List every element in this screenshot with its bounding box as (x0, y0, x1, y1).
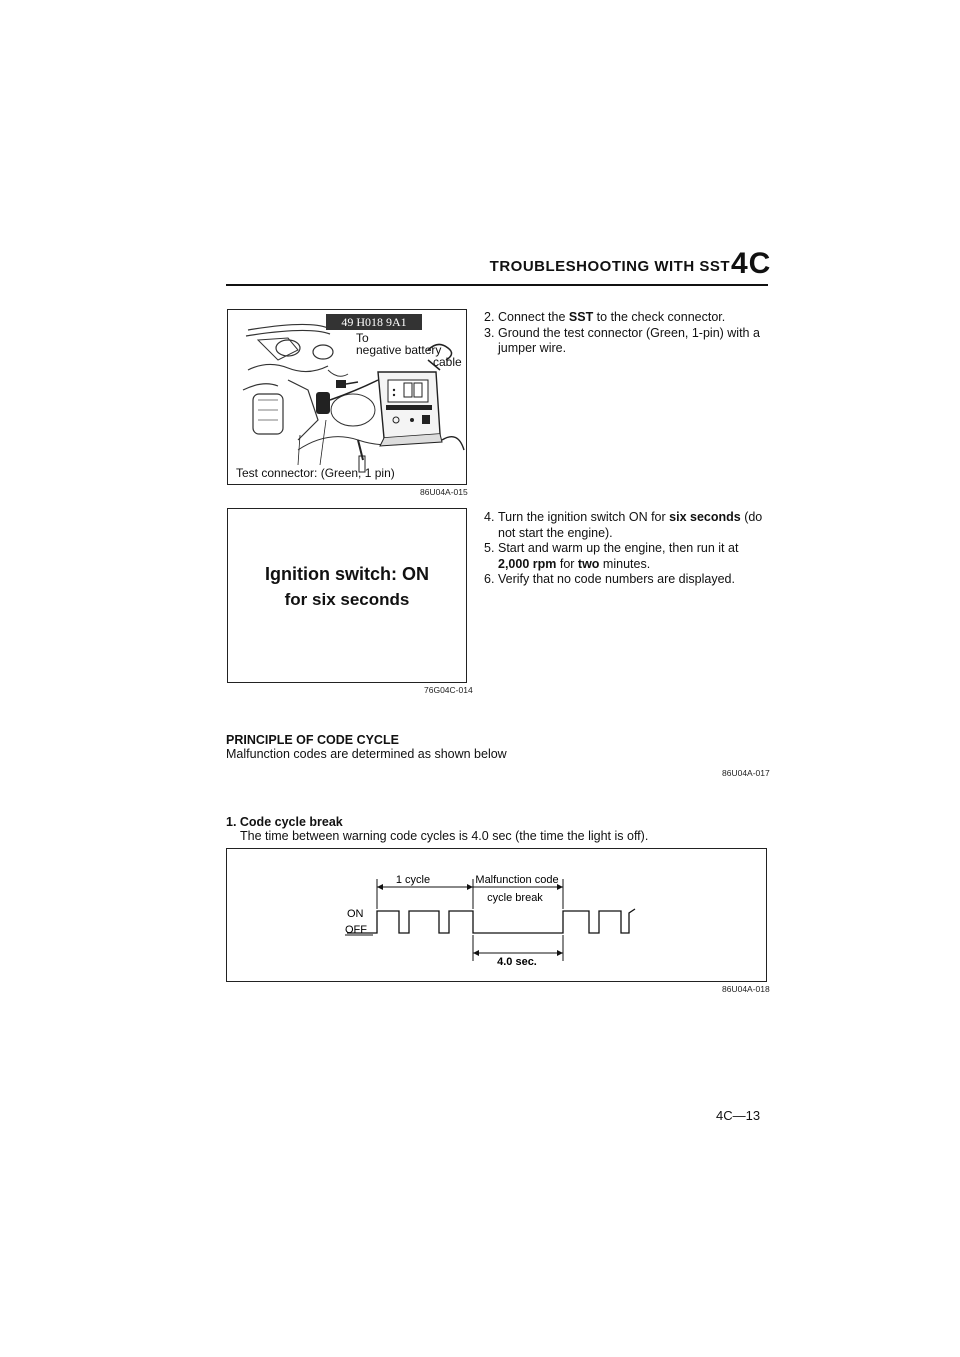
label-cycle-break: cycle break (487, 892, 543, 904)
header-title: TROUBLESHOOTING WITH SST (489, 258, 730, 275)
label-off: OFF (345, 924, 367, 936)
signal-waveform (347, 909, 635, 933)
figure-code-cycle-waveform (226, 848, 767, 982)
waveform-diagram (227, 849, 768, 983)
subsection-description: The time between warning code cycles is 4.0 sec (the time the light is off). (240, 829, 649, 843)
figure1-code: 86U04A-015 (420, 487, 468, 497)
header-rule (226, 284, 768, 286)
page-number: 4C—13 (716, 1108, 761, 1123)
step-6: 6. Verify that no code numbers are displayed. (484, 572, 735, 586)
step-3: 3. Ground the test connector (Green, 1-pin) with a jumper wire. (484, 325, 760, 355)
section-code: 86U04A-017 (722, 768, 770, 778)
step-2: 2. Connect the SST to the check connector. (484, 310, 726, 324)
cable-label-line1: To (356, 331, 369, 345)
label-malfunction-code: Malfunction code (475, 874, 559, 886)
figure-sst-connection (227, 309, 467, 485)
section-subtitle: Malfunction codes are determined as shown below (226, 747, 507, 761)
step-5: 5. Start and warm up the engine, then run it at 2,000 rpm for two minutes. (484, 541, 739, 571)
label-4-sec: 4.0 sec. (497, 956, 537, 968)
section-title: PRINCIPLE OF CODE CYCLE (226, 733, 399, 747)
ignition-line1: Ignition switch: ON (265, 564, 429, 584)
step-4: 4. Turn the ignition switch ON for six seconds (do not start the engine). (484, 510, 763, 540)
subsection-title: 1. Code cycle break (226, 815, 343, 829)
figure3-code: 86U04A-018 (722, 984, 770, 994)
figure2-code: 76G04C-014 (424, 685, 473, 695)
label-on: ON (347, 908, 364, 920)
test-connector-label: Test connector: (Green, 1 pin) (236, 466, 395, 480)
steps-connect (484, 310, 769, 357)
cable-label-line3: cable (433, 355, 462, 369)
chapter-code: 4C (731, 247, 772, 280)
steps-verify (484, 510, 769, 588)
cable-label-line2: negative battery (356, 343, 442, 357)
tool-number-label: 49 H018 9A1 (341, 315, 407, 329)
ignition-line2: for six seconds (284, 590, 410, 609)
engine-illustration (228, 310, 467, 485)
label-1-cycle: 1 cycle (395, 874, 431, 886)
